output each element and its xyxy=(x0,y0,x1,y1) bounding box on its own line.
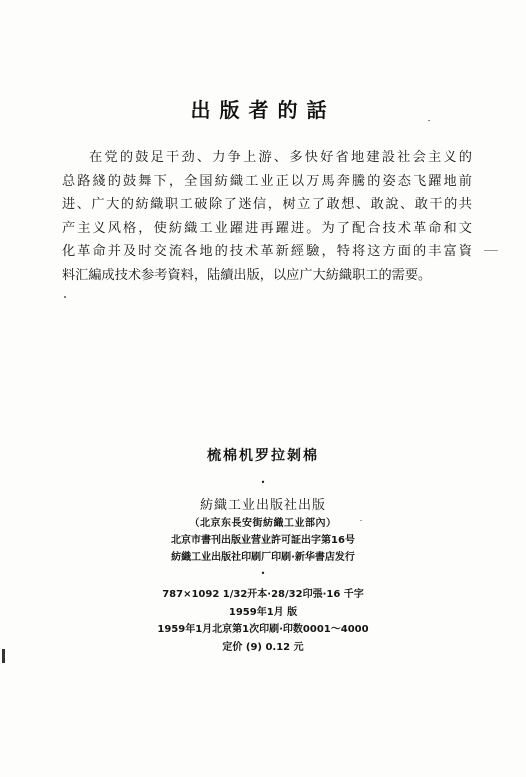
scan-speck xyxy=(360,520,362,521)
separator-dot: • xyxy=(260,478,266,487)
scan-speck xyxy=(484,250,498,251)
printer-distributor: 紡織工业出版社印刷厂印刷·新华書店发行 xyxy=(171,552,355,563)
scan-edge-mark xyxy=(2,649,5,663)
preface-line: 总路綫的鼓舞下，全国紡織工业正以万馬奔騰的姿态飞躍地前 xyxy=(62,173,472,189)
scan-speck xyxy=(64,296,66,298)
preface-body xyxy=(62,146,472,287)
preface-line: 在党的鼓足干劲、力争上游、多快好省地建設社会主义的 xyxy=(89,150,472,165)
preface-line: 产主义风格，使紡織工业躍进再躍进。为了配合技术革命和文 xyxy=(62,220,472,236)
publisher-address: （北京东長安街紡織工业部內） xyxy=(189,518,337,529)
publisher-line: 紡織工业出版社出版 xyxy=(199,498,326,513)
preface-line: 料汇編成技术参考資料，陆續出版，以应广大紡織职工的需要。 xyxy=(62,267,432,283)
preface-title: 出版者的話 xyxy=(190,98,336,122)
publishing-license: 北京市書刊出版业营业許可証出字第16号 xyxy=(171,535,355,546)
preface-line: 进、广大的紡織职工破除了迷信，树立了敢想、敢說、敢干的共 xyxy=(62,197,472,212)
book-title: 梳棉机罗拉剝棉 xyxy=(207,448,319,464)
preface-line: 化革命并及时交流各地的技术革新經驗，特将这方面的丰富資 xyxy=(62,244,472,259)
edition-date: 1959年1月 版 xyxy=(228,607,298,618)
scan-speck xyxy=(428,120,430,121)
separator-dot: • xyxy=(260,569,266,578)
price-line: 定价 (9) 0.12 元 xyxy=(222,642,304,653)
printing-info: 1959年1月北京第1次印刷·印数0001～4000 xyxy=(157,624,369,635)
book-format: 787×1092 1/32开本·28/32印張·16 千字 xyxy=(162,589,364,600)
